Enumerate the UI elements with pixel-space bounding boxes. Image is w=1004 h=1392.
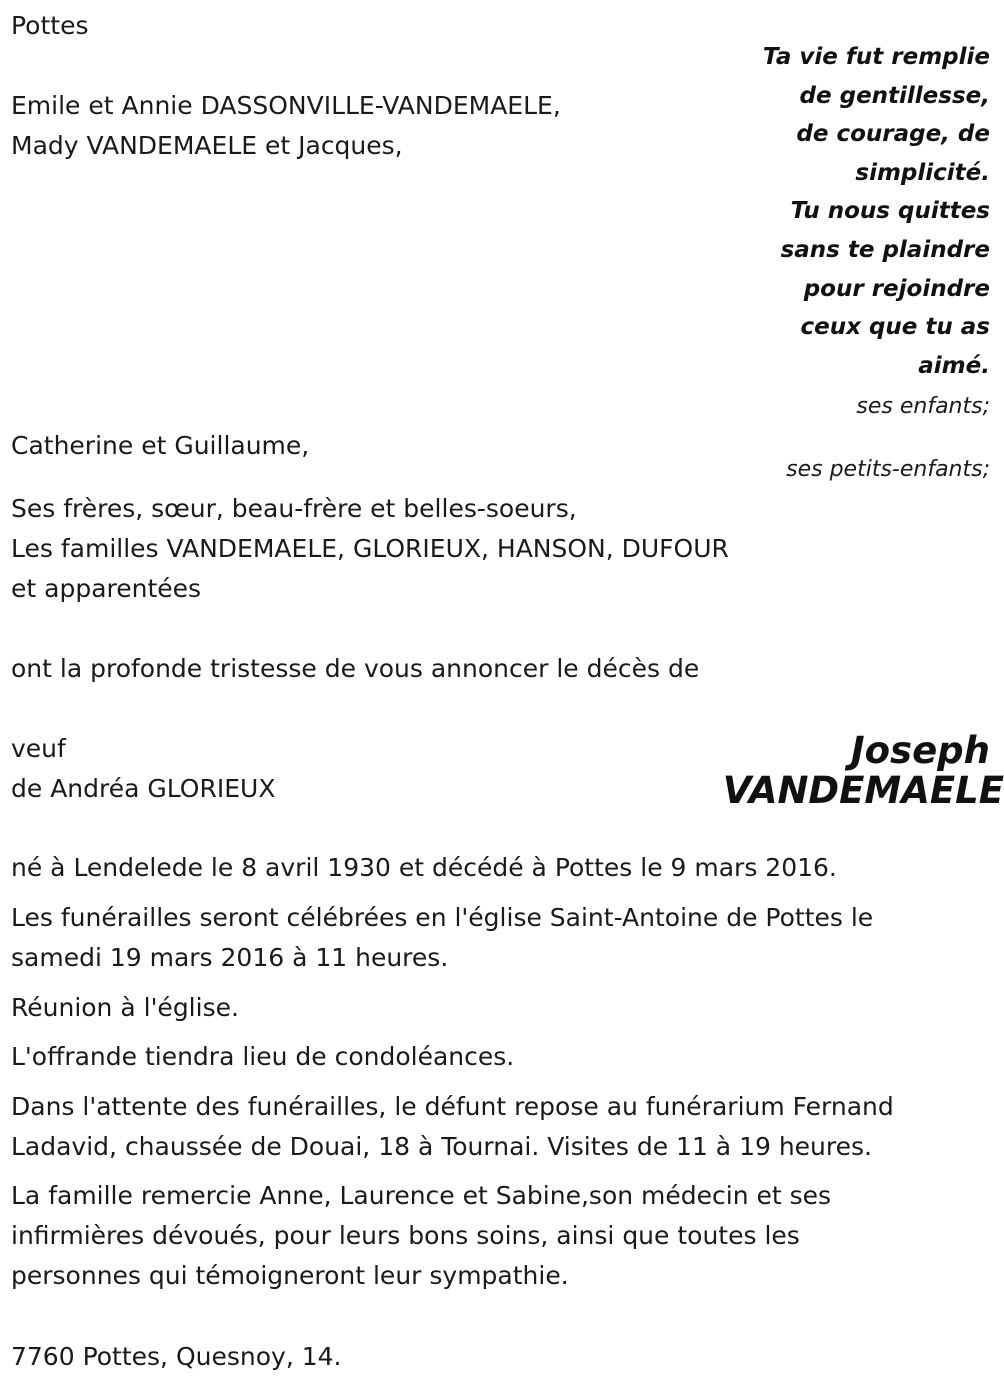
family-line-1: Emile et Annie DASSONVILLE-VANDEMAELE, — [11, 91, 561, 120]
deceased-last-name: VANDEMAELE — [722, 769, 1004, 812]
poem-line: ceux que tu as — [800, 314, 990, 341]
status-line-1: veuf — [11, 734, 66, 763]
viewing-text: Dans l'attente des funérailles, le défunt repose au funérarium Fernand Ladavid, chaussée de Douai, 18 à Tournai. Visites de 11 à 19 heures. — [11, 1092, 894, 1161]
family-line-5: Les familles VANDEMAELE, GLORIEUX, HANSON, DUFOUR — [11, 534, 729, 563]
poem-line: aimé. — [918, 352, 990, 379]
announcement-text: ont la profonde tristesse de vous annoncer le décès de — [11, 654, 700, 683]
family-line-2: Mady VANDEMAELE et Jacques, — [11, 131, 403, 160]
poem-line: Ta vie fut remplie — [762, 44, 990, 70]
meeting-text: Réunion à l'église. — [11, 993, 239, 1022]
poem-line: pour rejoindre — [803, 275, 990, 302]
thanks-text: La famille remercie Anne, Laurence et Sabine,son médecin et ses infirmières dévoués, pour leurs bons soins, ainsi que toutes les personnes qui témoigneront leur sympathie. — [11, 1181, 832, 1290]
deceased-first-name: Joseph — [850, 729, 990, 772]
birth-death-text: né à Lendelede le 8 avril 1930 et décédé à Pottes le 9 mars 2016. — [11, 853, 837, 882]
deceased-name — [684, 731, 1004, 811]
signature-grandchildren: ses petits-enfants; — [786, 457, 990, 482]
poem-line: de gentillesse, — [799, 82, 990, 109]
address-text: 7760 Pottes, Quesnoy, 14. — [11, 1342, 342, 1371]
family-line-3: Catherine et Guillaume, — [11, 431, 310, 460]
place-heading: Pottes — [11, 11, 89, 40]
poem-line: de courage, de — [796, 121, 990, 148]
family-line-4: Ses frères, sœur, beau-frère et belles-soeurs, — [11, 494, 577, 523]
poem-line: sans te plaindre — [780, 236, 990, 263]
family-line-6: et apparentées — [11, 574, 202, 603]
poem-line: simplicité. — [855, 159, 990, 186]
poem-line: Tu nous quittes — [790, 198, 990, 225]
funeral-text: Les funérailles seront célébrées en l'église Saint-Antoine de Pottes le samedi 19 mars 2016 à 11 heures. — [11, 903, 874, 972]
status-line-2: de Andréa GLORIEUX — [11, 774, 276, 803]
offering-text: L'offrande tiendra lieu de condoléances. — [11, 1042, 515, 1071]
signature-children: ses enfants; — [856, 394, 990, 419]
memorial-poem — [740, 38, 990, 385]
